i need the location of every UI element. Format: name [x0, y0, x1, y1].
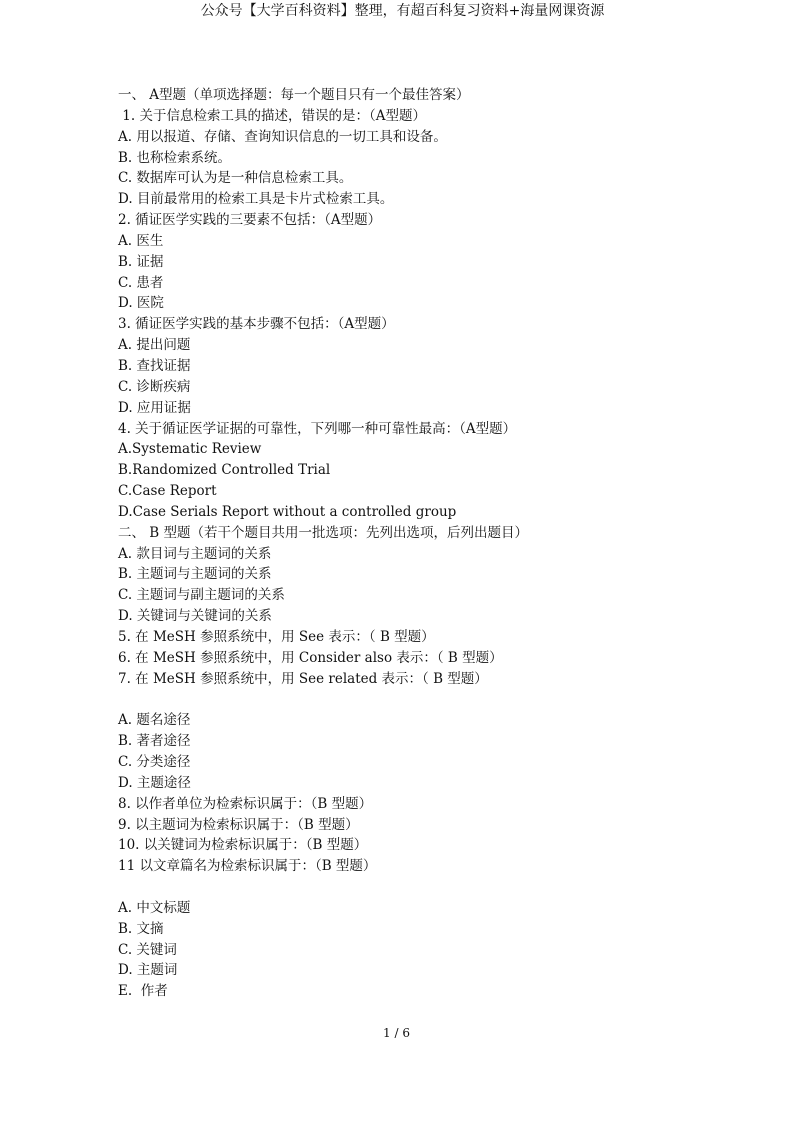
document-line: C.Case Report — [118, 483, 217, 500]
document-line: D. 应用证据 — [118, 399, 191, 416]
document-line: D.Case Serials Report without a controlled group — [118, 503, 457, 520]
document-line: A. 款目词与主题词的关系 — [118, 545, 272, 562]
document-line: C. 患者 — [118, 274, 164, 291]
document-line: B. 证据 — [118, 253, 164, 270]
document-line: C. 主题词与副主题词的关系 — [118, 587, 285, 604]
document-line: 11 以文章篇名为检索标识属于：（B 型题） — [118, 858, 377, 875]
document-line: B. 著者途径 — [118, 733, 191, 750]
document-line: C. 诊断疾病 — [118, 378, 191, 395]
document-line: 9. 以主题词为检索标识属于：（B 型题） — [118, 816, 359, 833]
document-line: B. 文摘 — [118, 920, 164, 937]
document-body — [118, 85, 718, 1002]
document-line: 一、 A型题（单项选择题：每一个题目只有一个最佳答案） — [118, 87, 470, 103]
document-line: 3. 循证医学实践的基本步骤不包括：（A型题） — [118, 316, 395, 333]
document-line: A. 用以报道、存储、查询知识信息的一切工具和设备。 — [118, 128, 447, 145]
document-line: A. 提出问题 — [118, 337, 191, 354]
document-line: 5. 在 MeSH 参照系统中，用 See 表示：（ B 型题） — [118, 628, 435, 645]
document-line: 6. 在 MeSH 参照系统中，用 Consider also 表示：（ B 型题） — [118, 649, 503, 666]
blank-line — [118, 689, 718, 710]
document-line: B. 查找证据 — [118, 357, 191, 374]
page-header: 公众号【大学百科资料】整理，有超百科复习资料+海量网课资源 — [200, 3, 605, 19]
document-line: D. 主题途径 — [118, 774, 191, 791]
blank-line — [118, 877, 718, 898]
document-line: 7. 在 MeSH 参照系统中，用 See related 表示：（ B 型题） — [118, 670, 488, 687]
document-line: B.Randomized Controlled Trial — [118, 462, 331, 479]
document-line: D. 目前最常用的检索工具是卡片式检索工具。 — [118, 191, 394, 208]
document-line: 1. 关于信息检索工具的描述，错误的是：（A型题） — [118, 107, 426, 124]
document-line: A. 题名途径 — [118, 712, 191, 729]
document-line: B. 主题词与主题词的关系 — [118, 566, 272, 583]
document-line: 二、 B 型题（若干个题目共用一批选项：先列出选项，后列出题目） — [118, 524, 529, 541]
document-line: C. 关键词 — [118, 941, 177, 958]
page-number: 1 / 6 — [383, 1026, 410, 1040]
document-line: A. 中文标题 — [118, 899, 191, 916]
document-line: 10. 以关键词为检索标识属于：（B 型题） — [118, 837, 368, 854]
document-line: C. 分类途径 — [118, 754, 191, 770]
document-line: B. 也称检索系统。 — [118, 149, 232, 166]
document-line: D. 关键词与关键词的关系 — [118, 608, 272, 625]
document-line: E. 作者 — [118, 983, 168, 1000]
document-line: C. 数据库可认为是一种信息检索工具。 — [118, 170, 353, 187]
document-line: 8. 以作者单位为检索标识属于：（B 型题） — [118, 795, 373, 812]
document-line: D. 主题词 — [118, 962, 178, 979]
document-line: 4. 关于循证医学证据的可靠性，下列哪一种可靠性最高：（A型题） — [118, 420, 517, 437]
document-line: A.Systematic Review — [118, 441, 262, 458]
document-line: D. 医院 — [118, 295, 164, 312]
document-line: 2. 循证医学实践的三要素不包括：（A型题） — [118, 212, 382, 229]
document-line: A. 医生 — [118, 232, 164, 249]
